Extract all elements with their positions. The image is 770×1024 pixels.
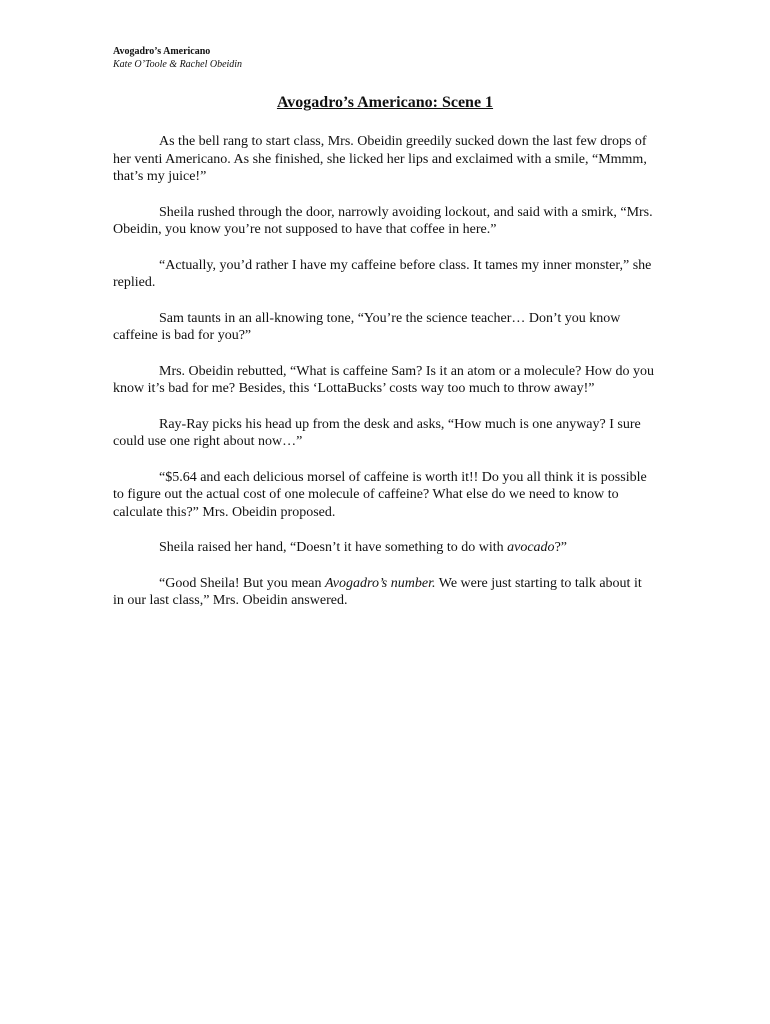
header-title: Avogadro’s Americano bbox=[113, 46, 211, 57]
paragraph-4: Sam taunts in an all-knowing tone, “You’re the science teacher… Don’t you know caffeine is bad for you?” bbox=[113, 310, 621, 343]
header-authors: Kate O’Toole & Rachel Obeidin bbox=[113, 59, 243, 70]
paragraph-1: As the bell rang to start class, Mrs. Obeidin greedily sucked down the last few drops of her venti Americano. As she finished, she licked her lips and exclaimed with a smile, “Mmmm, that’s my juice!” bbox=[113, 134, 647, 184]
paragraph-9-text-end: We were just starting to talk about it in our last class,” Mrs. Obeidin answered. bbox=[113, 575, 642, 608]
paragraph-2: Sheila rushed through the door, narrowly avoiding lockout, and said with a smirk, “Mrs. Obeidin, you know you’re not supposed to have that coffee in here.” bbox=[113, 204, 653, 237]
paragraph-5: Mrs. Obeidin rebutted, “What is caffeine Sam? Is it an atom or a molecule? How do you know it’s bad for me? Besides, this ‘LottaBucks’ costs way too much to throw away!” bbox=[113, 363, 655, 396]
paragraph-8-text-start: Sheila raised her hand, “Doesn’t it have something to do with bbox=[159, 540, 508, 555]
paragraph-7: “$5.64 and each delicious morsel of caffeine is worth it!! Do you all think it is possible to figure out the actual cost of one molecule of caffeine? What else do we need to know to calculate this?” Mrs. Obeidin proposed. bbox=[113, 469, 647, 520]
paragraph-8-italic: avocado bbox=[507, 540, 555, 555]
running-header bbox=[113, 45, 242, 71]
scene-title: Avogadro’s Americano: Scene 1 bbox=[276, 94, 494, 111]
paragraph-9-italic: Avogadro’s number. bbox=[325, 575, 436, 591]
story-body bbox=[113, 133, 655, 628]
paragraph-9 bbox=[113, 575, 655, 610]
paragraph-3: “Actually, you’d rather I have my caffeine before class. It tames my inner monster,” she replied. bbox=[113, 257, 652, 290]
paragraph-9-text-start: “Good Sheila! But you mean bbox=[159, 575, 326, 591]
paragraph-6: Ray-Ray picks his head up from the desk and asks, “How much is one anyway? I sure could use one right about now…” bbox=[113, 416, 641, 449]
paragraph-8-text-end: ?” bbox=[554, 540, 567, 555]
paragraph-8 bbox=[113, 539, 655, 557]
